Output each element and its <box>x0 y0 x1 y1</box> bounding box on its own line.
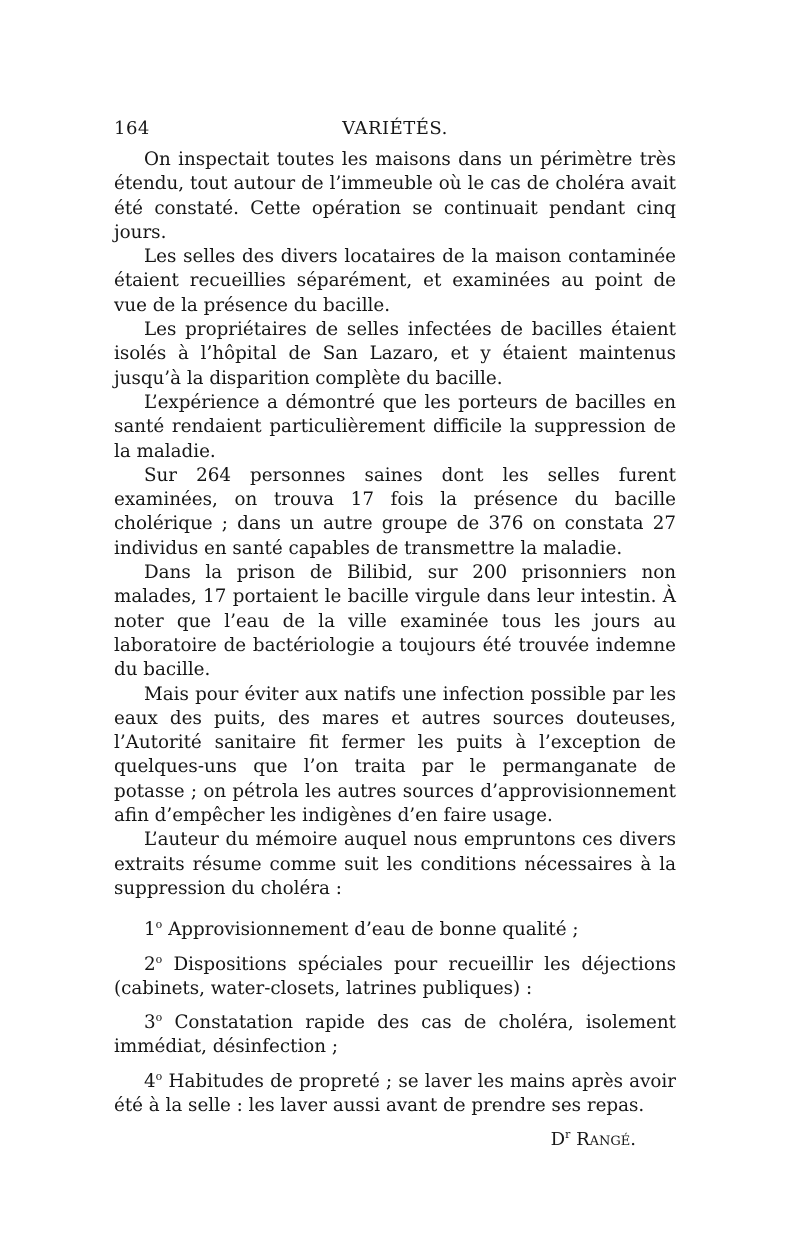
paragraph: L’auteur du mémoire auquel nous empruntons ces divers extraits résume comme suit les conditions nécessaires à la suppression du choléra : <box>114 829 676 899</box>
article-body <box>114 148 676 1153</box>
paragraph: On inspectait toutes les maisons dans un périmètre très étendu, tout autour de l’immeuble où le cas de choléra avait été constaté. Cette opération se continuait pendant cinq jours. <box>114 149 676 243</box>
signature-name: Rangé. <box>576 1129 636 1151</box>
condition-text: Habitudes de propreté ; se laver les mains après avoir été à la selle : les laver aussi avant de prendre ses repas. <box>114 1070 676 1116</box>
condition-number: 1 <box>144 919 156 941</box>
page-number: 164 <box>114 118 150 139</box>
condition-item <box>114 1070 676 1119</box>
running-title: VARIÉTÉS. <box>342 118 448 139</box>
ordinal-mark: o <box>155 918 163 932</box>
ordinal-mark: o <box>155 1069 163 1083</box>
paragraph: L’expérience a démontré que les porteurs de bacilles en santé rendaient particulièrement difficile la suppression de la maladie. <box>114 391 676 462</box>
condition-number: 3 <box>144 1012 156 1034</box>
paragraph: Dans la prison de Bilibid, sur 200 prisonniers non malades, 17 portaient le bacille virgule dans leur intestin. À noter que l’eau de la ville examinée tous les jours au laboratoire de bactériologie a toujours été trouvée indemne du bacille. <box>114 562 676 681</box>
condition-text: Constatation rapide des cas de choléra, isolement immédiat, désinfection ; <box>114 1012 676 1058</box>
conditions-list <box>114 918 676 1118</box>
paragraph: Les propriétaires de selles infectées de bacilles étaient isolés à l’hôpital de San Lazaro, et y étaient maintenus jusqu’à la disparition complète du bacille. <box>114 319 676 389</box>
page-header <box>114 118 676 148</box>
paragraph: Mais pour éviter aux natifs une infection possible par les eaux des puits, des mares et autres sources douteuses, l’Autorité sanitaire fit fermer les puits à l’exception de quelques-uns que l’on traita par le permanganate de potasse ; on pétrola les autres sources d’approvisionnement afin d’empêcher les indigènes d’en faire usage. <box>114 683 676 827</box>
condition-number: 2 <box>144 953 156 975</box>
condition-item <box>114 953 676 1002</box>
paragraph: Sur 264 personnes saines dont les selles furent examinées, on trouva 17 fois la présence du bacille cholérique ; dans un autre groupe de 376 on constata 27 individus en santé capables de transmettre la maladie. <box>114 464 676 559</box>
condition-item <box>114 918 676 942</box>
condition-text: Dispositions spéciales pour recueillir les déjections (cabinets, water-closets, latrines publiques) : <box>114 953 677 999</box>
ordinal-mark: o <box>155 1011 163 1024</box>
paragraph: Les selles des divers locataires de la maison contaminée étaient recueillies séparément, et examinées au point de vue de la présence du bacille. <box>114 246 676 316</box>
signature-title-sup: r <box>565 1128 571 1142</box>
signature-title: D <box>550 1129 566 1151</box>
author-signature <box>114 1128 676 1152</box>
condition-number: 4 <box>144 1070 156 1092</box>
ordinal-mark: o <box>155 952 163 966</box>
condition-item <box>114 1011 676 1060</box>
page <box>114 118 676 1153</box>
condition-text: Approvisionnement d’eau de bonne qualité ; <box>168 919 579 941</box>
